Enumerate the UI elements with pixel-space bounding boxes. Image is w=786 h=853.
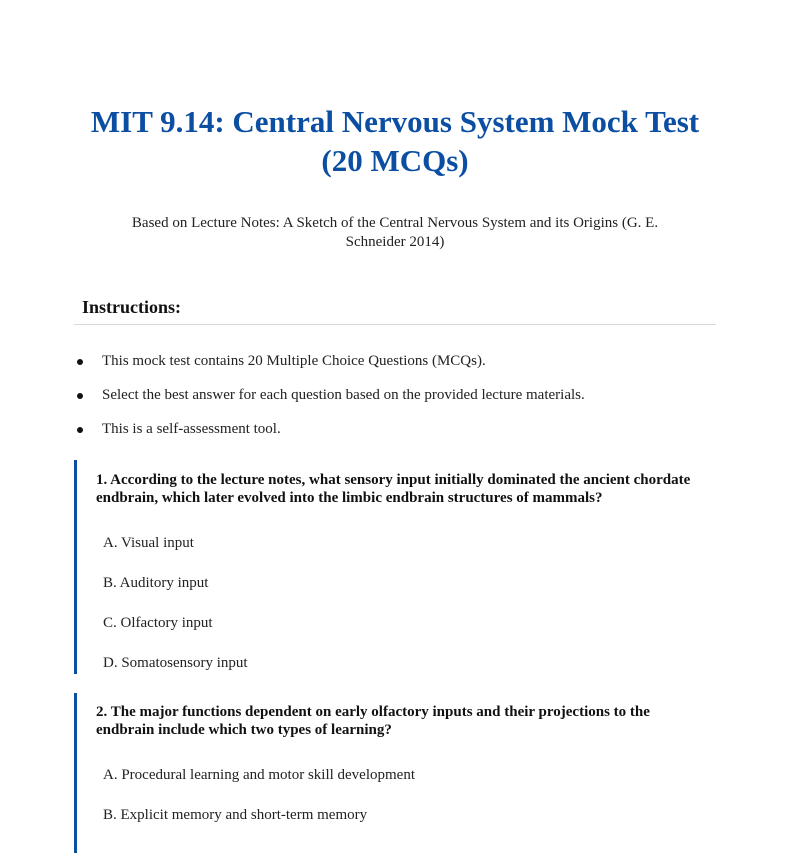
question-text: 2. The major functions dependent on early olfactory inputs and their projections to the endbrain include which two types of learning? <box>96 704 650 738</box>
instructions-divider <box>74 324 716 325</box>
instructions-heading: Instructions: <box>82 297 182 317</box>
instruction-item <box>74 350 716 384</box>
page-title: MIT 9.14: Central Nervous System Mock Test (20 MCQs) <box>90 104 700 178</box>
option-list <box>77 533 719 693</box>
option-d[interactable]: D. Somatosensory input <box>103 655 248 671</box>
question-text: 1. According to the lecture notes, what sensory input initially dominated the ancient chordate endbrain, which later evolved into the limbic endbrain structures of mammals? <box>96 472 691 506</box>
instructions-list <box>74 350 716 452</box>
option-a[interactable]: A. Visual input <box>103 535 194 551</box>
question-card-1 <box>74 460 719 674</box>
bullet-icon <box>77 359 83 365</box>
option-b[interactable]: B. Explicit memory and short-term memory <box>103 807 368 823</box>
instruction-item <box>74 418 716 452</box>
option-list <box>77 765 719 845</box>
instruction-text: This is a self-assessment tool. <box>102 421 281 437</box>
option-c[interactable]: C. Olfactory input <box>103 615 213 631</box>
option-a[interactable]: A. Procedural learning and motor skill development <box>103 767 416 783</box>
question-card-2 <box>74 693 719 853</box>
instruction-text: This mock test contains 20 Multiple Choice Questions (MCQs). <box>102 353 486 369</box>
instruction-item <box>74 384 716 418</box>
instruction-text: Select the best answer for each question based on the provided lecture materials. <box>102 387 585 403</box>
bullet-icon <box>77 427 83 433</box>
page-subtitle: Based on Lecture Notes: A Sketch of the Central Nervous System and its Origins (G. E. Schneider 2014) <box>131 215 659 250</box>
option-b[interactable]: B. Auditory input <box>103 575 209 591</box>
bullet-icon <box>77 393 83 399</box>
